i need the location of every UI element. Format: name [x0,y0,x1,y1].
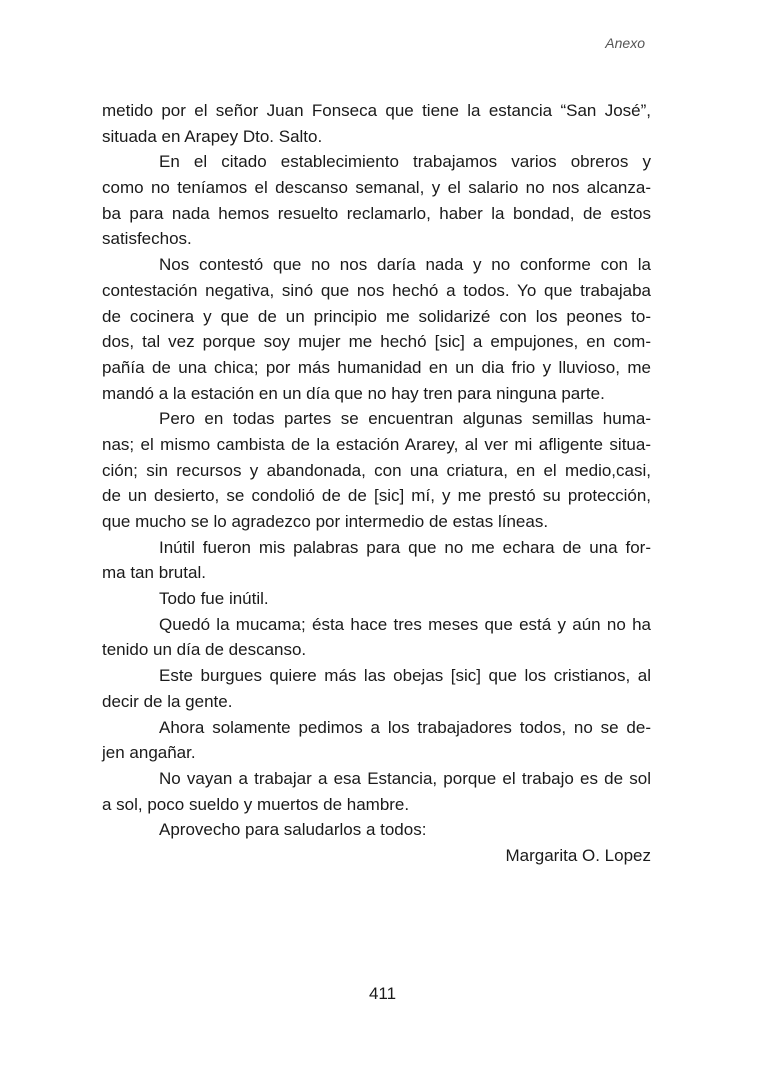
running-head: Anexo [605,35,645,51]
text-line: tenido un día de descanso. [102,640,307,660]
text-line: jen angañar. [102,743,196,763]
signature: Margarita O. Lopez [505,845,651,865]
text-line: Inútil fueron mis palabras para que no me echara de una for- [159,537,651,557]
text-line: Quedó la mucama; ésta hace tres meses que está y aún no ha [159,614,651,634]
text-line: situada en Arapey Dto. Salto. [102,126,323,146]
text-line: mandó a la estación en un día que no hay tren para ninguna parte. [102,383,605,403]
text-line: Aprovecho para saludarlos a todos: [159,820,427,840]
text-line: Todo fue inútil. [159,589,269,609]
page-number: 411 [368,984,397,1003]
text-line: de un desierto, se condolió de de [sic] mí, y me prestó su protección, [102,486,651,506]
text-line: contestación negativa, sinó que nos hechó a todos. Yo que trabajaba [102,280,651,300]
text-line: satisfechos. [102,229,192,249]
text-line: pañía de una chica; por más humanidad en un dia frio y lluvioso, me [102,357,651,377]
text-line: como no teníamos el descanso semanal, y el salario no nos alcanza- [102,178,651,198]
text-line: No vayan a trabajar a esa Estancia, porque el trabajo es de sol [159,768,651,788]
text-line: de cocinera y que de un principio me solidarizé con los peones to- [102,306,651,326]
body-text [102,98,651,869]
text-line: Pero en todas partes se encuentran algunas semillas huma- [159,409,651,429]
text-line: dos, tal vez porque soy mujer me hechó [sic] a empujones, en com- [102,332,651,352]
text-line: Nos contestó que no nos daría nada y no conforme con la [159,255,651,275]
text-line: Este burgues quiere más las obejas [sic] que los cristianos, al [159,666,651,686]
text-line: ba para nada hemos resuelto reclamarlo, haber la bondad, de estos [102,203,651,223]
text-line: metido por el señor Juan Fonseca que tiene la estancia “San José”, [102,101,651,120]
text-line: que mucho se lo agradezco por intermedio de estas líneas. [102,512,549,531]
text-line: ción; sin recursos y abandonada, con una criatura, en el medio,casi, [102,460,651,480]
text-line: a sol, poco sueldo y muertos de hambre. [102,794,410,814]
text-line: Ahora solamente pedimos a los trabajadores todos, no se de- [159,717,651,737]
text-line: decir de la gente. [102,691,233,711]
text-line: ma tan brutal. [102,563,206,583]
text-line: En el citado establecimiento trabajamos varios obreros y [159,152,651,172]
text-line: nas; el mismo cambista de la estación Ararey, al ver mi afligente situa- [102,434,651,454]
